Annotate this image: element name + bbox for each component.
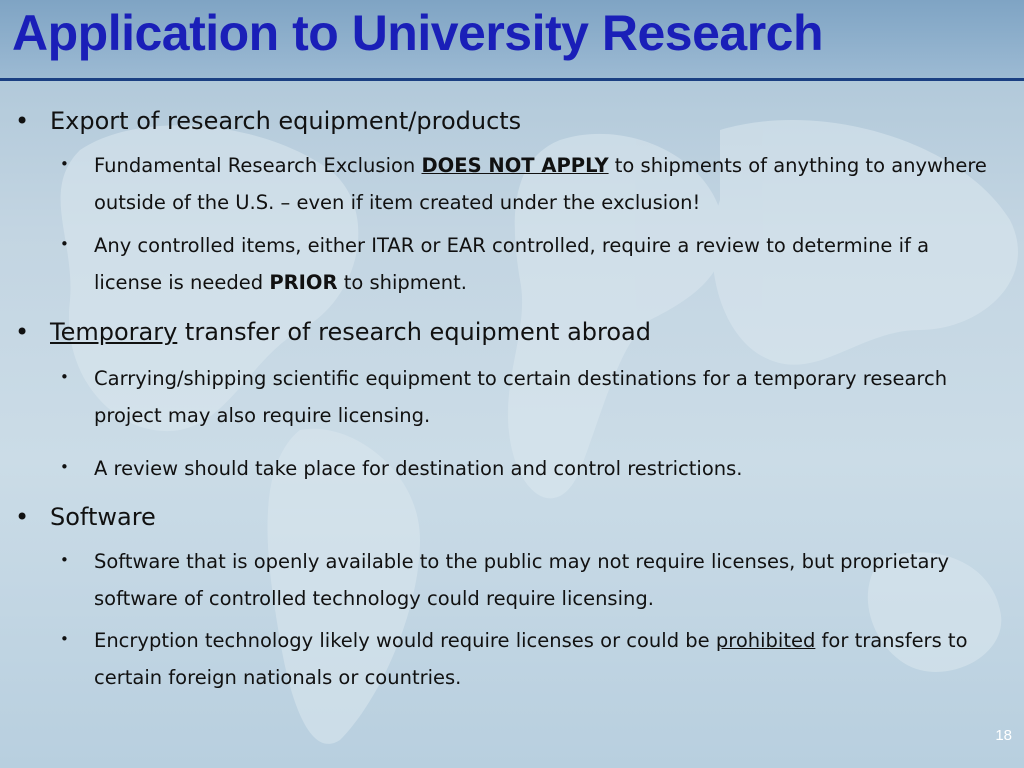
- sub-bullet-review: [60, 450, 990, 487]
- sub-bullet-fre: [60, 147, 990, 221]
- emphasis-prior: PRIOR: [269, 271, 338, 294]
- bullet-icon: •: [60, 458, 69, 476]
- sub-bullet-open-software: [60, 543, 990, 617]
- slide-title: Application to University Research: [12, 5, 824, 61]
- sub-bullet-review-text: A review should take place for destination and control restrictions.: [94, 457, 743, 480]
- bullet-icon: •: [60, 551, 69, 569]
- bullet-icon: •: [15, 107, 30, 135]
- sub-bullet-fre-text: Fundamental Research Exclusion DOES NOT APPLY to shipments of anything to anywhere outside of the U.S. – even if item created under the exclusion!: [94, 154, 987, 214]
- sub-bullet-controlled: [60, 227, 990, 301]
- emphasis-does-not-apply: DOES NOT APPLY: [421, 154, 609, 177]
- bullet-icon: •: [60, 235, 69, 253]
- sub-bullet-open-software-text: Software that is openly available to the public may not require licenses, but proprietary software of controlled technology could require licensing.: [94, 550, 950, 610]
- sub-bullet-carrying: [60, 360, 990, 434]
- sub-bullet-encryption: [60, 622, 990, 696]
- bullet-temporary-text: Temporary transfer of research equipment abroad: [50, 318, 651, 346]
- sub-bullet-controlled-text: Any controlled items, either ITAR or EAR controlled, require a review to determine if a license is needed PRIOR to shipment.: [94, 234, 930, 294]
- bullet-icon: •: [60, 368, 69, 386]
- bullet-icon: •: [60, 155, 69, 173]
- page-number: 18: [995, 727, 1012, 744]
- sub-bullet-carrying-text: Carrying/shipping scientific equipment to certain destinations for a temporary research project may also require licensing.: [94, 367, 948, 427]
- bullet-export-text: Export of research equipment/products: [50, 107, 522, 135]
- bullet-icon: •: [15, 318, 30, 346]
- bullet-software-text: Software: [50, 503, 156, 531]
- emphasis-prohibited: prohibited: [715, 629, 816, 652]
- title-bar: [0, 0, 1024, 81]
- sub-bullet-encryption-text: Encryption technology likely would require licenses or could be prohibited for transfers to certain foreign nationals or countries.: [94, 629, 968, 689]
- bullet-icon: •: [15, 503, 30, 531]
- bullet-icon: •: [60, 630, 69, 648]
- emphasis-temporary: Temporary: [50, 318, 178, 346]
